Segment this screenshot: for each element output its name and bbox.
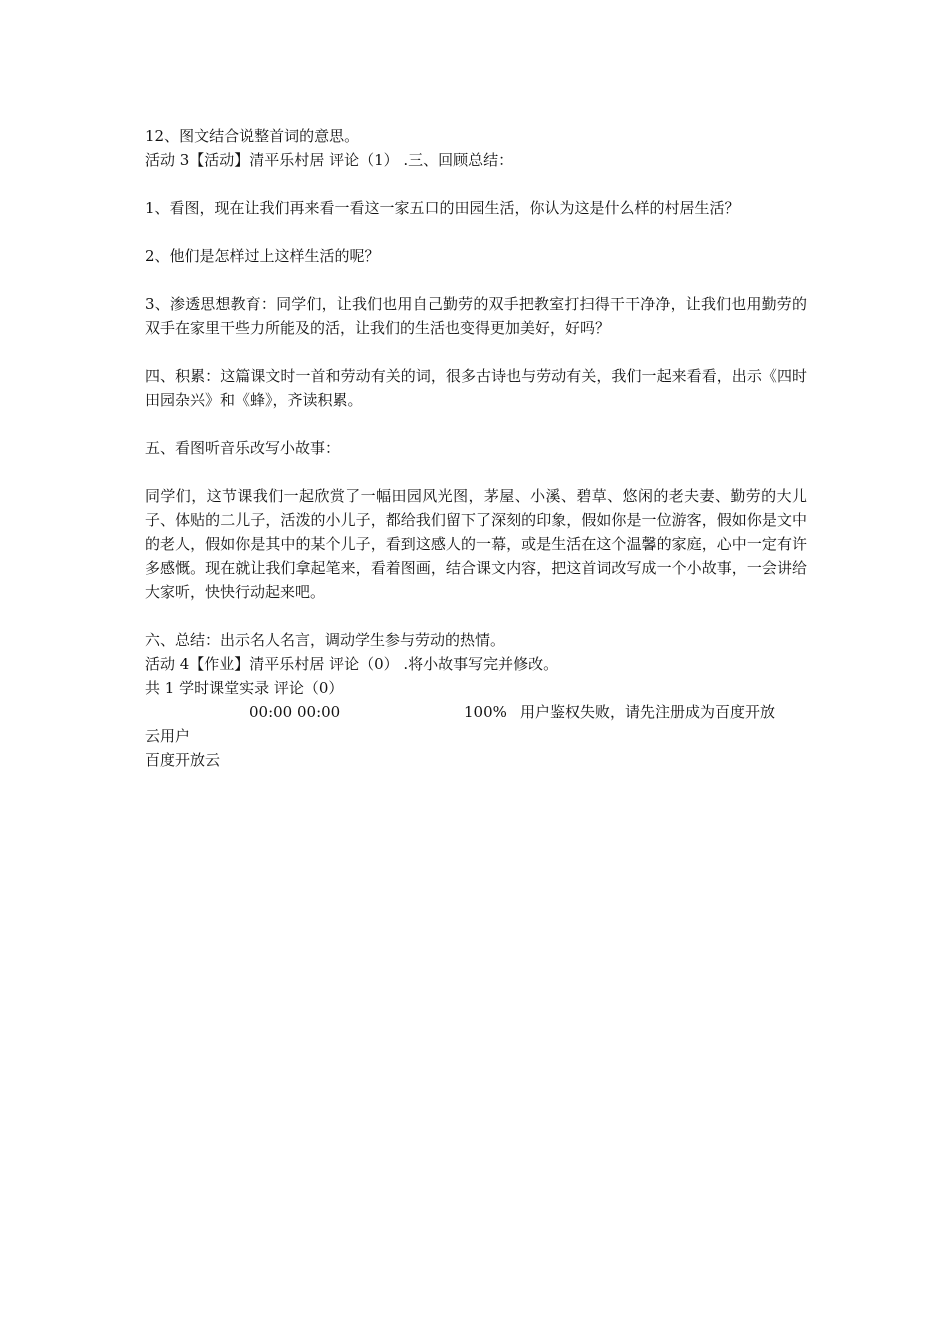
player-time: 00:00 00:00 bbox=[249, 703, 341, 721]
section-5-title: 五、看图听音乐改写小故事： bbox=[145, 439, 341, 457]
player-volume-percent: 100% bbox=[464, 703, 507, 721]
spacer bbox=[145, 604, 807, 628]
lesson-record-link[interactable]: 共 1 学时课堂实录 评论（0） bbox=[145, 679, 344, 697]
spacer bbox=[145, 340, 807, 364]
step-12-text: 12、图文结合说整首词的意思。 bbox=[145, 127, 360, 145]
player-auth-error-continued: 云用户 bbox=[145, 727, 191, 745]
section-5-body: 同学们，这节课我们一起欣赏了一幅田园风光图，茅屋、小溪、碧草、悠闲的老夫妻、勤劳的大儿子、体贴的二儿子，活泼的小儿子，都给我们留下了深刻的印象，假如你是一位游客，假如你是文中的老人，假如你是其中的某个儿子，看到这感人的一幕，或是生活在这个温馨的家庭，心中一定有许多感慨。现在就让我们拿起笔来，看着图画，结合课文内容，把这首词改写成一个小故事，一会讲给大家听，快快行动起来吧。 bbox=[145, 487, 807, 601]
spacer bbox=[145, 460, 807, 484]
review-question-1: 1、看图，现在让我们再来看一看这一家五口的田园生活，你认为这是什么样的村居生活？ bbox=[145, 199, 740, 217]
activity-3-heading: 活动 3【活动】清平乐村居 评论（1） .三、回顾总结： bbox=[145, 151, 514, 169]
player-auth-error: 用户鉴权失败，请先注册成为百度开放 bbox=[520, 703, 776, 721]
spacer bbox=[145, 412, 807, 436]
video-player-status bbox=[145, 700, 807, 724]
spacer bbox=[145, 268, 807, 292]
review-question-2: 2、他们是怎样过上这样生活的呢？ bbox=[145, 247, 380, 265]
section-6-summary: 六、总结：出示名人名言，调动学生参与劳动的热情。 bbox=[145, 631, 506, 649]
activity-4-heading: 活动 4【作业】清平乐村居 评论（0） .将小故事写完并修改。 bbox=[145, 655, 559, 673]
document-page bbox=[145, 124, 807, 772]
spacer bbox=[145, 220, 807, 244]
spacer bbox=[145, 172, 807, 196]
review-question-3: 3、渗透思想教育：同学们，让我们也用自己勤劳的双手把教室打扫得干干净净，让我们也用勤劳的双手在家里干些力所能及的活，让我们的生活也变得更加美好，好吗？ bbox=[145, 295, 807, 337]
section-4-accumulate: 四、积累：这篇课文时一首和劳动有关的词，很多古诗也与劳动有关，我们一起来看看，出示《四时田园杂兴》和《蜂》，齐读积累。 bbox=[145, 367, 807, 409]
footer-brand: 百度开放云 bbox=[145, 751, 221, 769]
